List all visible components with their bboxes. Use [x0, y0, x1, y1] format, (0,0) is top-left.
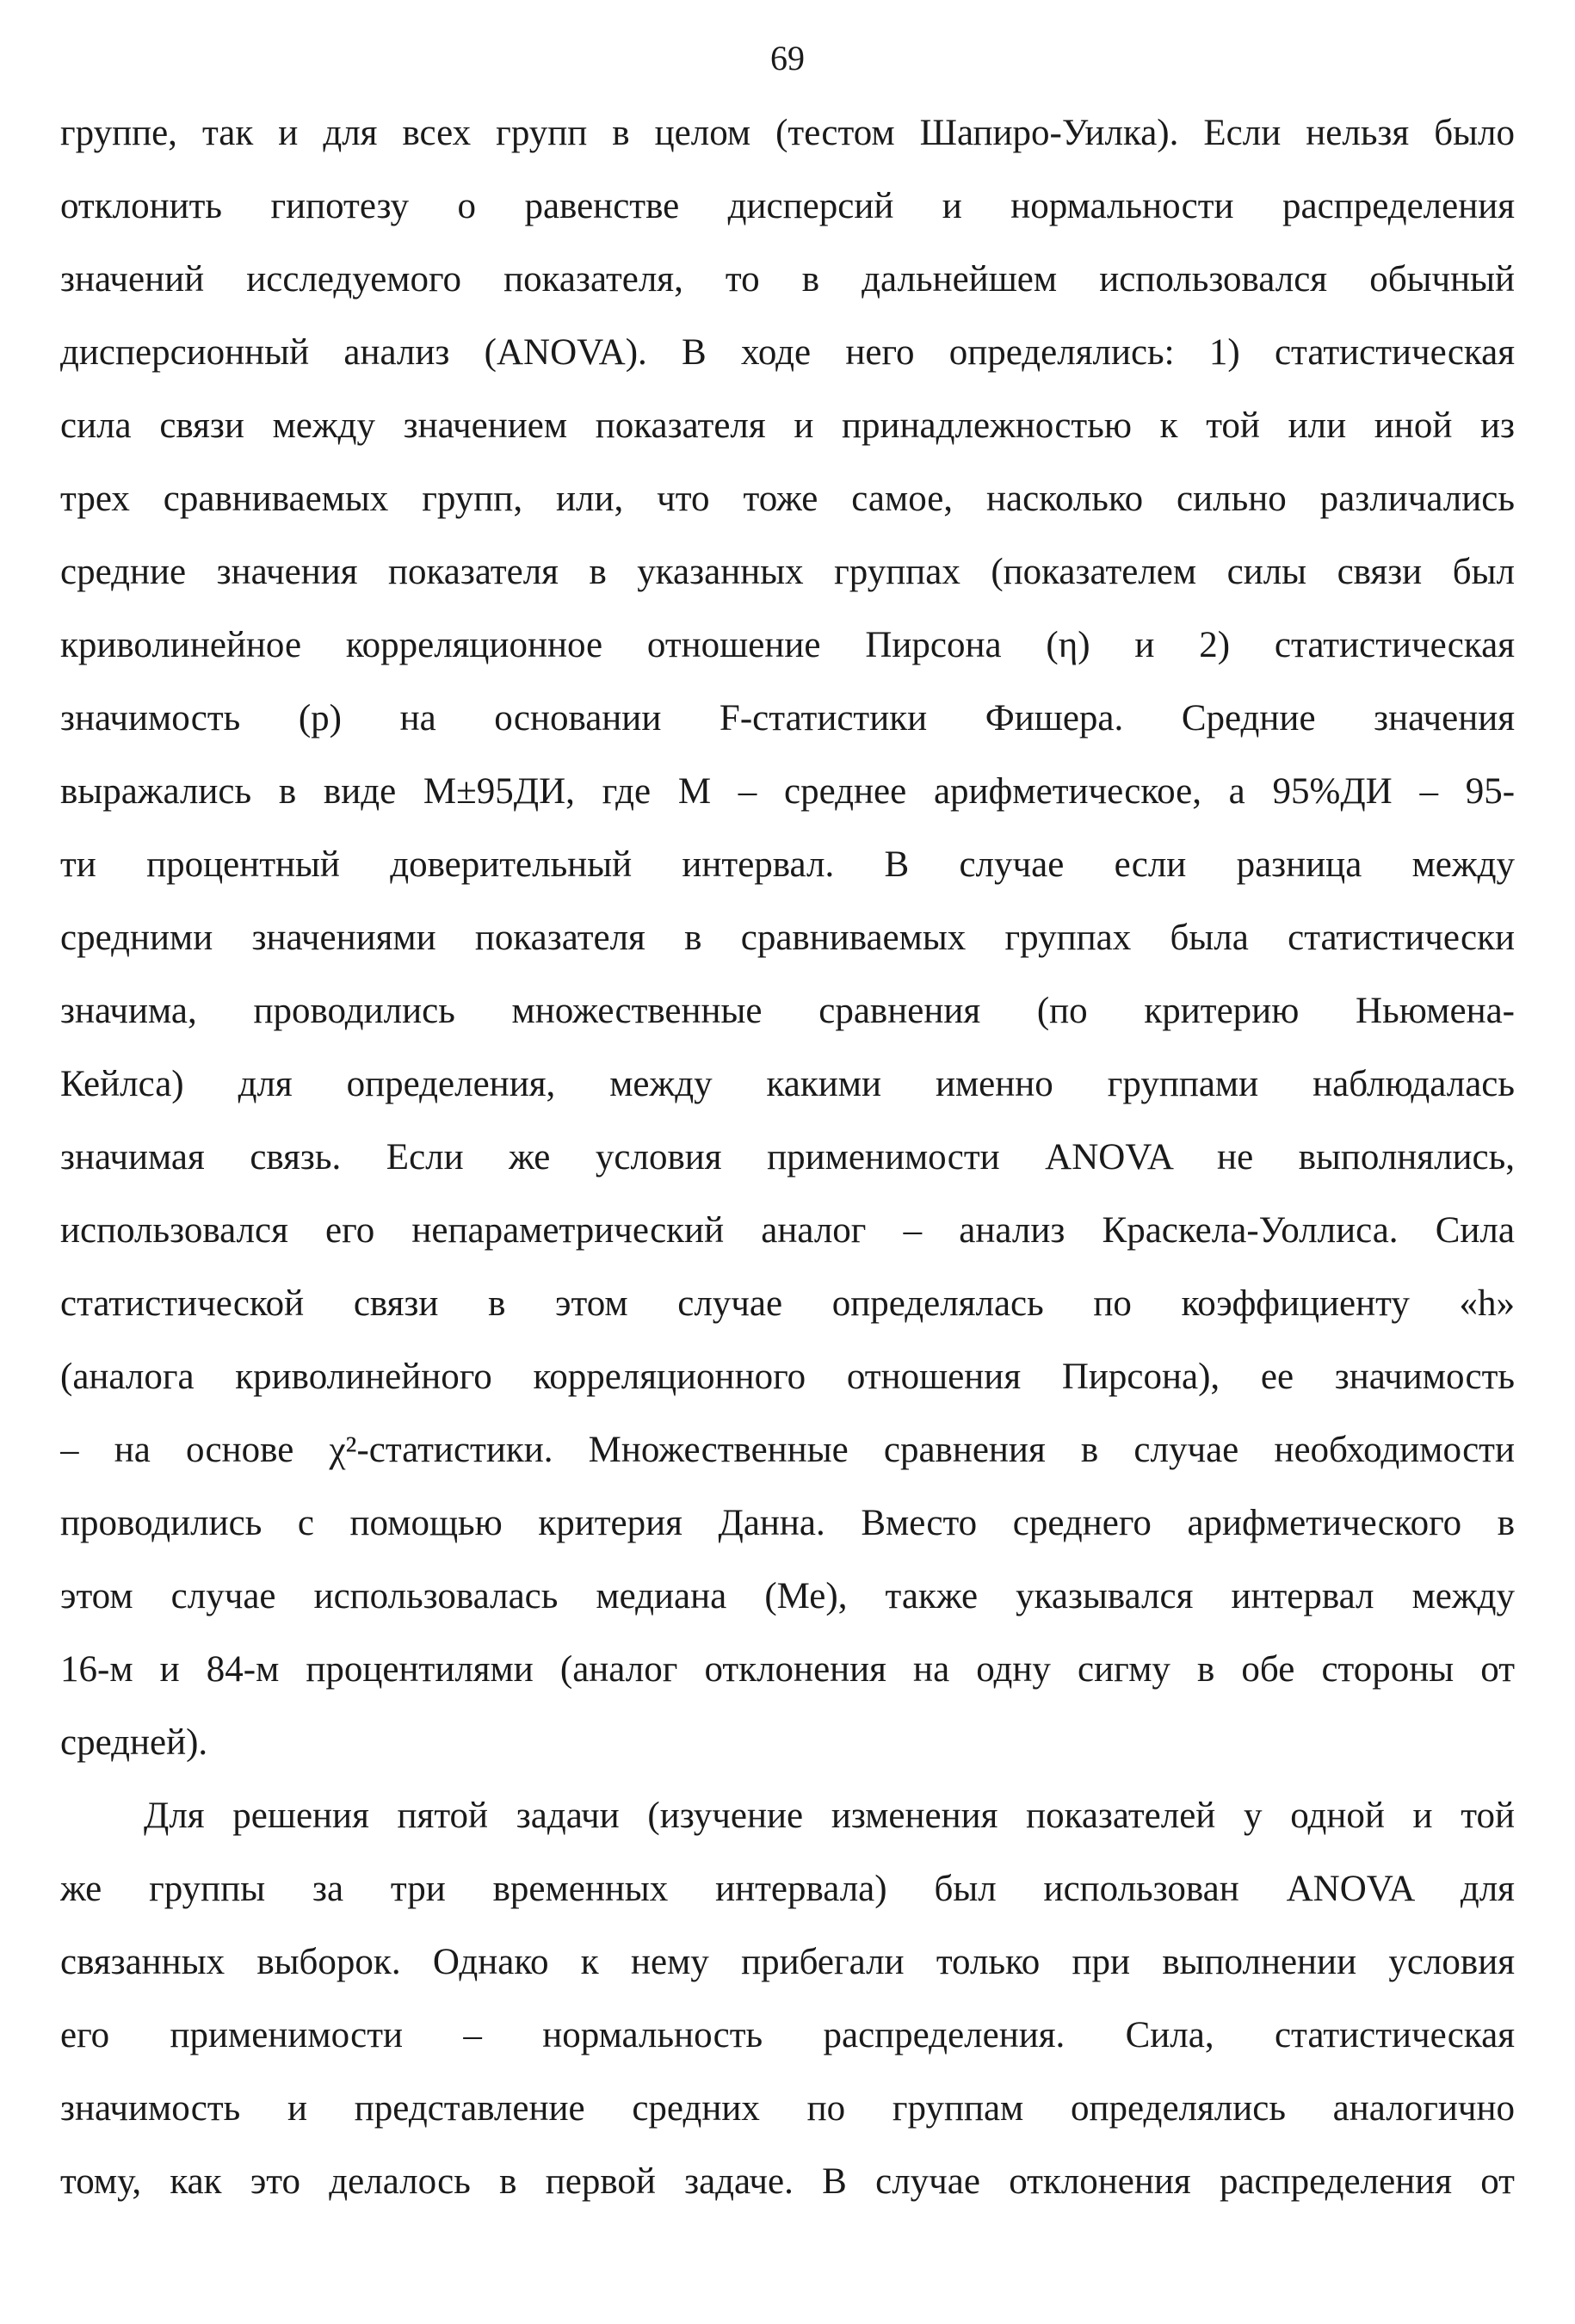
text-line: тому, как это делалось в первой задаче. В случае отклонения распределения от [60, 2161, 1515, 2202]
text-line: выражались в виде М±95ДИ, где М – среднее арифметическое, а 95%ДИ – 95- [60, 771, 1515, 812]
text-line: же группы за три временных интервала) был использован ANOVA для [60, 1869, 1515, 1909]
text-line: ти процентный доверительный интервал. В случае если разница между [60, 844, 1515, 885]
text-line: его применимости – нормальность распределения. Сила, статистическая [60, 2015, 1515, 2055]
text-line: (аналога криволинейного корреляционного отношения Пирсона), ее значимость [60, 1357, 1515, 1397]
text-line: проводились с помощью критерия Данна. Вместо среднего арифметического в [60, 1503, 1515, 1543]
text-line: отклонить гипотезу о равенстве дисперсий и нормальности распределения [60, 186, 1515, 226]
text-line: дисперсионный анализ (ANOVA). В ходе него определялись: 1) статистическая [60, 332, 1515, 373]
text-line: связанных выборок. Однако к нему прибегали только при выполнении условия [60, 1942, 1515, 1982]
text-line: значимая связь. Если же условия применимости ANOVA не выполнялись, [60, 1137, 1515, 1177]
text-line: значений исследуемого показателя, то в дальнейшем использовался обычный [60, 259, 1515, 300]
text-line: Для решения пятой задачи (изучение изменения показателей у одной и той [144, 1796, 1515, 1836]
text-line: значимость и представление средних по группам определялись аналогично [60, 2088, 1515, 2129]
text-line: трех сравниваемых групп, или, что тоже самое, насколько сильно различались [60, 479, 1515, 519]
text-line: 16-м и 84-м процентилями (аналог отклонения на одну сигму в обе стороны от [60, 1649, 1515, 1690]
text-line: использовался его непараметрический аналог – анализ Краскела-Уоллиса. Сила [60, 1210, 1515, 1251]
text-line: средними значениями показателя в сравниваемых группах была статистически [60, 918, 1515, 958]
text-line: группе, так и для всех групп в целом (тестом Шапиро-Уилка). Если нельзя было [60, 113, 1515, 153]
text-line: сила связи между значением показателя и принадлежностью к той или иной из [60, 405, 1515, 446]
text-line: средней). [60, 1722, 208, 1763]
page-number: 69 [770, 39, 805, 77]
text-line: значимость (р) на основании F-статистики Фишера. Средние значения [60, 698, 1515, 739]
text-line: статистической связи в этом случае определялась по коэффициенту «h» [60, 1283, 1515, 1324]
document-body [60, 96, 1515, 2218]
text-line: – на основе χ²-статистики. Множественные сравнения в случае необходимости [60, 1430, 1515, 1470]
text-line: Кейлса) для определения, между какими именно группами наблюдалась [60, 1064, 1515, 1104]
text-line: значима, проводились множественные сравнения (по критерию Ньюмена- [60, 991, 1515, 1031]
text-line: криволинейное корреляционное отношение Пирсона (η) и 2) статистическая [60, 625, 1515, 665]
paragraph-1 [60, 96, 1515, 1779]
text-line: этом случае использовалась медиана (Ме), также указывался интервал между [60, 1576, 1515, 1616]
text-line: средние значения показателя в указанных группах (показателем силы связи был [60, 552, 1515, 592]
paragraph-2 [60, 1779, 1515, 2218]
